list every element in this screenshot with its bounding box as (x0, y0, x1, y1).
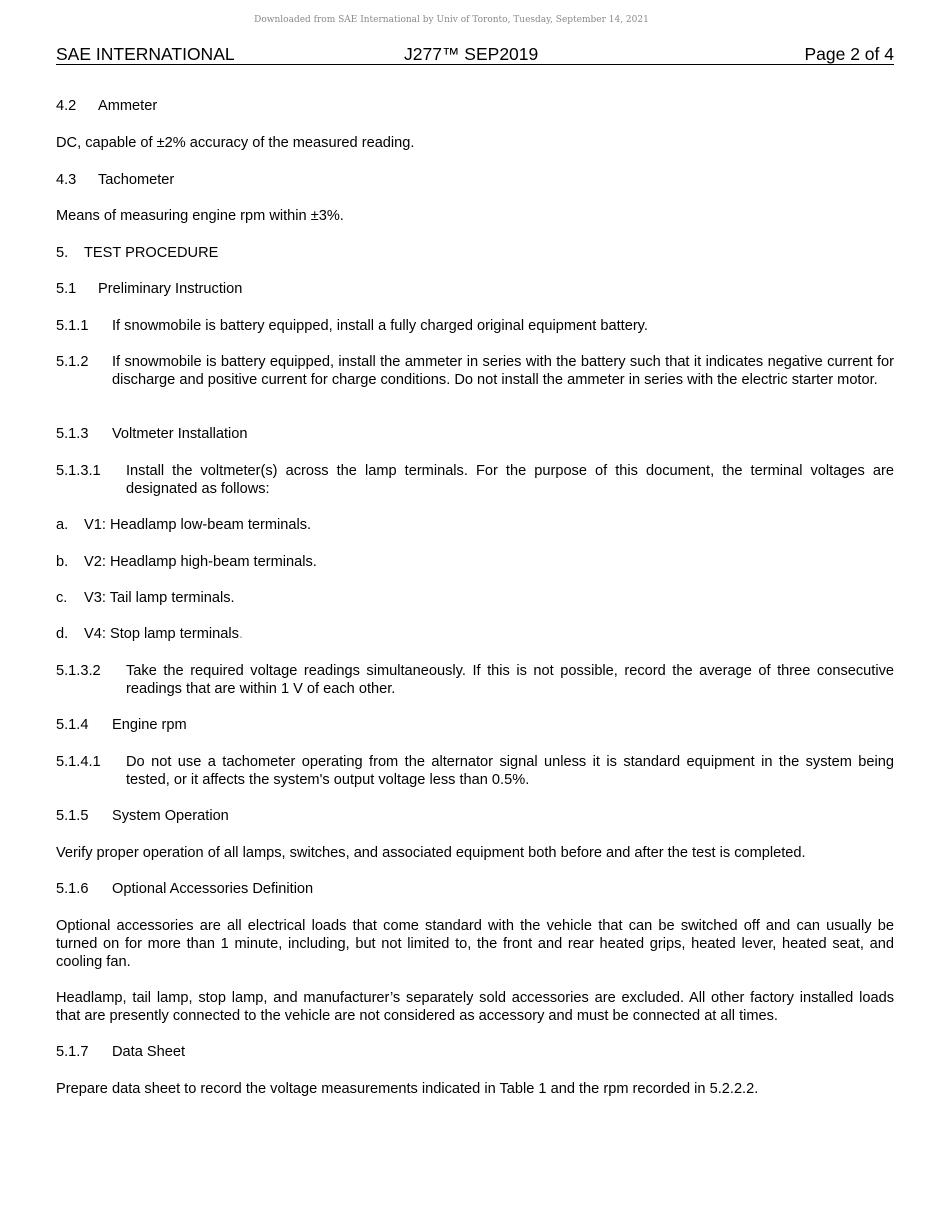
section-title: Engine rpm (112, 717, 187, 733)
section-5-1-3-1 (56, 462, 894, 498)
section-title: TEST PROCEDURE (84, 245, 219, 261)
list-text: V1: Headlamp low-beam terminals. (84, 517, 312, 533)
page-number: Page 2 of 4 (804, 44, 894, 64)
section-text: If snowmobile is battery equipped, install the ammeter in series with the battery such that it indicates negative current for discharge and positive current for charge conditions. Do not install the ammeter in series with the electric starter motor. (112, 354, 894, 388)
list-period: . (238, 626, 243, 642)
section-5-1-1 (56, 317, 894, 335)
list-label: c. (56, 590, 68, 606)
section-5-1-5-heading (56, 807, 894, 825)
section-5-1-4-1 (56, 753, 894, 789)
section-5-heading (56, 244, 894, 262)
list-label: a. (56, 517, 69, 533)
section-text: Do not use a tachometer operating from the alternator signal unless it is standard equipment in the system being tested, or it affects the system's output voltage less than 0.5%. (126, 754, 894, 788)
system-operation-text: Verify proper operation of all lamps, switches, and associated equipment both before and after the test is completed. (56, 845, 806, 861)
publisher-name: SAE INTERNATIONAL (56, 44, 235, 64)
optional-accessories-definition: Optional accessories are all electrical loads that come standard with the vehicle that can be switched off and can usually be turned on for more than 1 minute, including, but not limited to, the front and rear heated grips, heated lever, heated seat, and cooling fan. (56, 918, 894, 970)
section-title: Tachometer (98, 172, 175, 188)
section-number: 5.1.3.2 (56, 663, 101, 679)
section-5-1-7-heading (56, 1043, 894, 1061)
section-number: 5.1 (56, 281, 77, 297)
section-5-1-heading (56, 280, 894, 298)
section-number: 5.1.3 (56, 426, 89, 442)
list-item (56, 516, 894, 534)
section-text: Install the voltmeter(s) across the lamp terminals. For the purpose of this document, the terminal voltages are designated as follows: (126, 463, 894, 497)
list-label: b. (56, 554, 69, 570)
download-watermark: Downloaded from SAE International by Univ of Toronto, Tuesday, September 14, 2021 (254, 15, 649, 25)
section-text: If snowmobile is battery equipped, install a fully charged original equipment battery. (112, 318, 648, 334)
list-item (56, 625, 894, 643)
list-text: V2: Headlamp high-beam terminals. (84, 554, 317, 570)
section-title: Voltmeter Installation (112, 426, 248, 442)
section-5-1-3-heading (56, 425, 894, 443)
section-text: Take the required voltage readings simultaneously. If this is not possible, record the average of three consecutive readings that are within 1 V of each other. (126, 663, 894, 697)
section-title: Data Sheet (112, 1044, 186, 1060)
section-number: 5.1.1 (56, 318, 89, 334)
page-header (56, 43, 894, 65)
section-number: 5.1.6 (56, 881, 89, 897)
document-id: J277™ SEP2019 (404, 44, 539, 64)
section-title: Ammeter (98, 98, 158, 114)
section-number: 5.1.3.1 (56, 463, 101, 479)
section-title: System Operation (112, 808, 229, 824)
section-number: 5.1.7 (56, 1044, 89, 1060)
section-4-3-heading (56, 171, 894, 189)
list-item (56, 553, 894, 571)
section-title: Optional Accessories Definition (112, 881, 314, 897)
list-item (56, 589, 894, 607)
section-title: Preliminary Instruction (98, 281, 243, 297)
section-number: 5.1.5 (56, 808, 89, 824)
section-5-1-4-heading (56, 716, 894, 734)
section-5-1-2 (56, 353, 894, 389)
data-sheet-instruction: Prepare data sheet to record the voltage measurements indicated in Table 1 and the rpm recorded in 5.2.2.2. (56, 1081, 759, 1097)
list-text: V4: Stop lamp terminals (84, 626, 239, 642)
section-number: 5. (56, 245, 69, 261)
section-number: 5.1.4 (56, 717, 89, 733)
section-4-2-heading (56, 97, 894, 115)
list-label: d. (56, 626, 69, 642)
section-5-1-3-2 (56, 662, 894, 698)
excluded-accessories-text: Headlamp, tail lamp, stop lamp, and manufacturer’s separately sold accessories are excluded. All other factory installed loads that are presently connected to the vehicle are not considered as accessory and must be connected at all times. (56, 990, 894, 1024)
ammeter-description: DC, capable of ±2% accuracy of the measured reading. (56, 135, 415, 151)
list-text: V3: Tail lamp terminals. (84, 590, 235, 606)
section-number: 5.1.2 (56, 354, 89, 370)
section-number: 5.1.4.1 (56, 754, 101, 770)
tachometer-description: Means of measuring engine rpm within ±3%. (56, 208, 344, 224)
section-5-1-6-heading (56, 880, 894, 898)
section-number: 4.3 (56, 172, 77, 188)
section-number: 4.2 (56, 98, 77, 114)
